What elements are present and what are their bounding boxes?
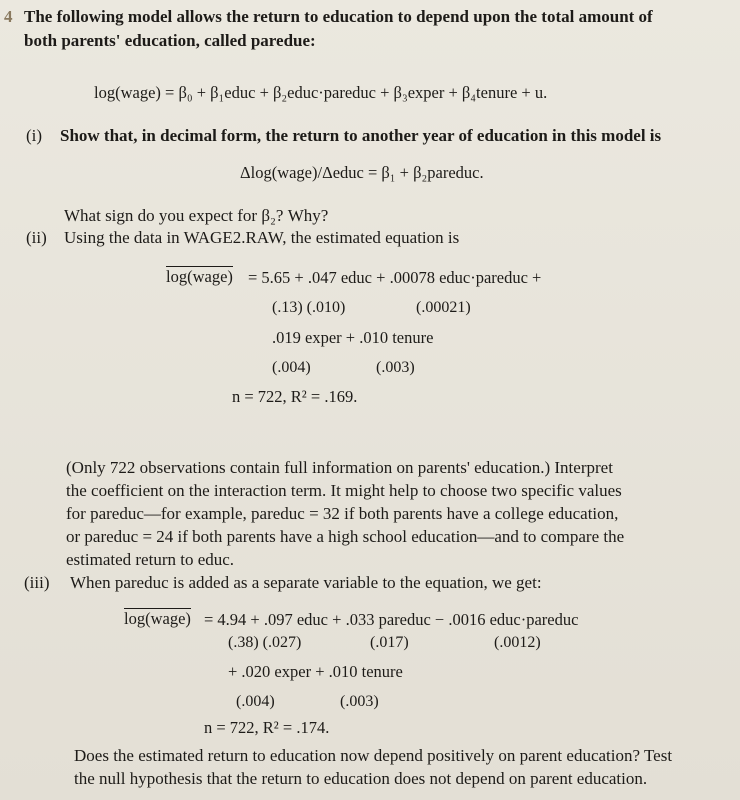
part-ii-eq-lhs: log(wage) xyxy=(166,267,233,286)
part-iii-se-1a: (.38) (.027) xyxy=(228,634,302,651)
part-ii-se-1a: (.13) (.010) xyxy=(272,299,346,316)
part-ii-label: (ii) xyxy=(26,228,47,247)
intro-line-2: both parents' education, called paredue: xyxy=(24,31,316,50)
intro-line-1: The following model allows the return to education to depend upon the total amount of xyxy=(24,7,653,26)
part-iii-eq-line-1: = 4.94 + .097 educ + .033 pareduc − .0016 educ·pareduc xyxy=(204,610,579,629)
part-iii-se-2a: (.004) xyxy=(236,693,275,710)
part-iii-label: (iii) xyxy=(24,573,50,592)
part-ii-eq-line-2: .019 exper + .010 tenure xyxy=(272,328,434,347)
problem-number: 4 xyxy=(4,7,13,26)
part-ii-text: Using the data in WAGE2.RAW, the estimated equation is xyxy=(64,228,460,247)
derivative-equation: Δlog(wage)/Δeduc = β₁ + β₂pareduc. xyxy=(240,163,484,182)
part-ii-para-line-5: estimated return to educ. xyxy=(66,550,235,569)
part-ii-para-line-2: the coefficient on the interaction term. It might help to choose two specific values xyxy=(66,481,622,500)
part-i-label: (i) xyxy=(26,126,43,145)
part-iii-se-1c: (.0012) xyxy=(494,634,541,651)
part-iii-question-line-2: the null hypothesis that the return to education does not depend on parent education. xyxy=(74,769,648,788)
part-i-question: What sign do you expect for β₂? Why? xyxy=(64,206,329,225)
part-iii-eq-lhs: log(wage) xyxy=(124,609,191,628)
part-ii-stats: n = 722, R² = .169. xyxy=(232,387,358,406)
part-ii-se-1b: (.00021) xyxy=(416,299,471,316)
part-i-text: Show that, in decimal form, the return to another year of education in this model is xyxy=(60,126,662,145)
part-iii-text: When pareduc is added as a separate variable to the equation, we get: xyxy=(70,573,542,592)
part-ii-para-line-1: (Only 722 observations contain full information on parents' education.) Interpret xyxy=(66,458,613,477)
part-ii-para-line-3: for pareduc—for example, pareduc = 32 if both parents have a college education, xyxy=(66,504,619,523)
model-equation: log(wage) = β₀ + β₁educ + β₂educ·pareduc + β₃exper + β₄tenure + u. xyxy=(94,83,548,102)
part-ii-se-2a: (.004) xyxy=(272,359,311,376)
part-ii-se-2b: (.003) xyxy=(376,359,415,376)
part-iii-eq-line-2: + .020 exper + .010 tenure xyxy=(228,662,403,681)
part-iii-se-2b: (.003) xyxy=(340,693,379,710)
part-iii-stats: n = 722, R² = .174. xyxy=(204,718,330,737)
part-iii-se-1b: (.017) xyxy=(370,634,409,651)
part-ii-para-line-4: or pareduc = 24 if both parents have a high school education—and to compare the xyxy=(66,527,625,546)
part-ii-eq-line-1: = 5.65 + .047 educ + .00078 educ·pareduc + xyxy=(248,268,542,287)
part-iii-question-line-1: Does the estimated return to education now depend positively on parent education? Test xyxy=(74,746,673,765)
